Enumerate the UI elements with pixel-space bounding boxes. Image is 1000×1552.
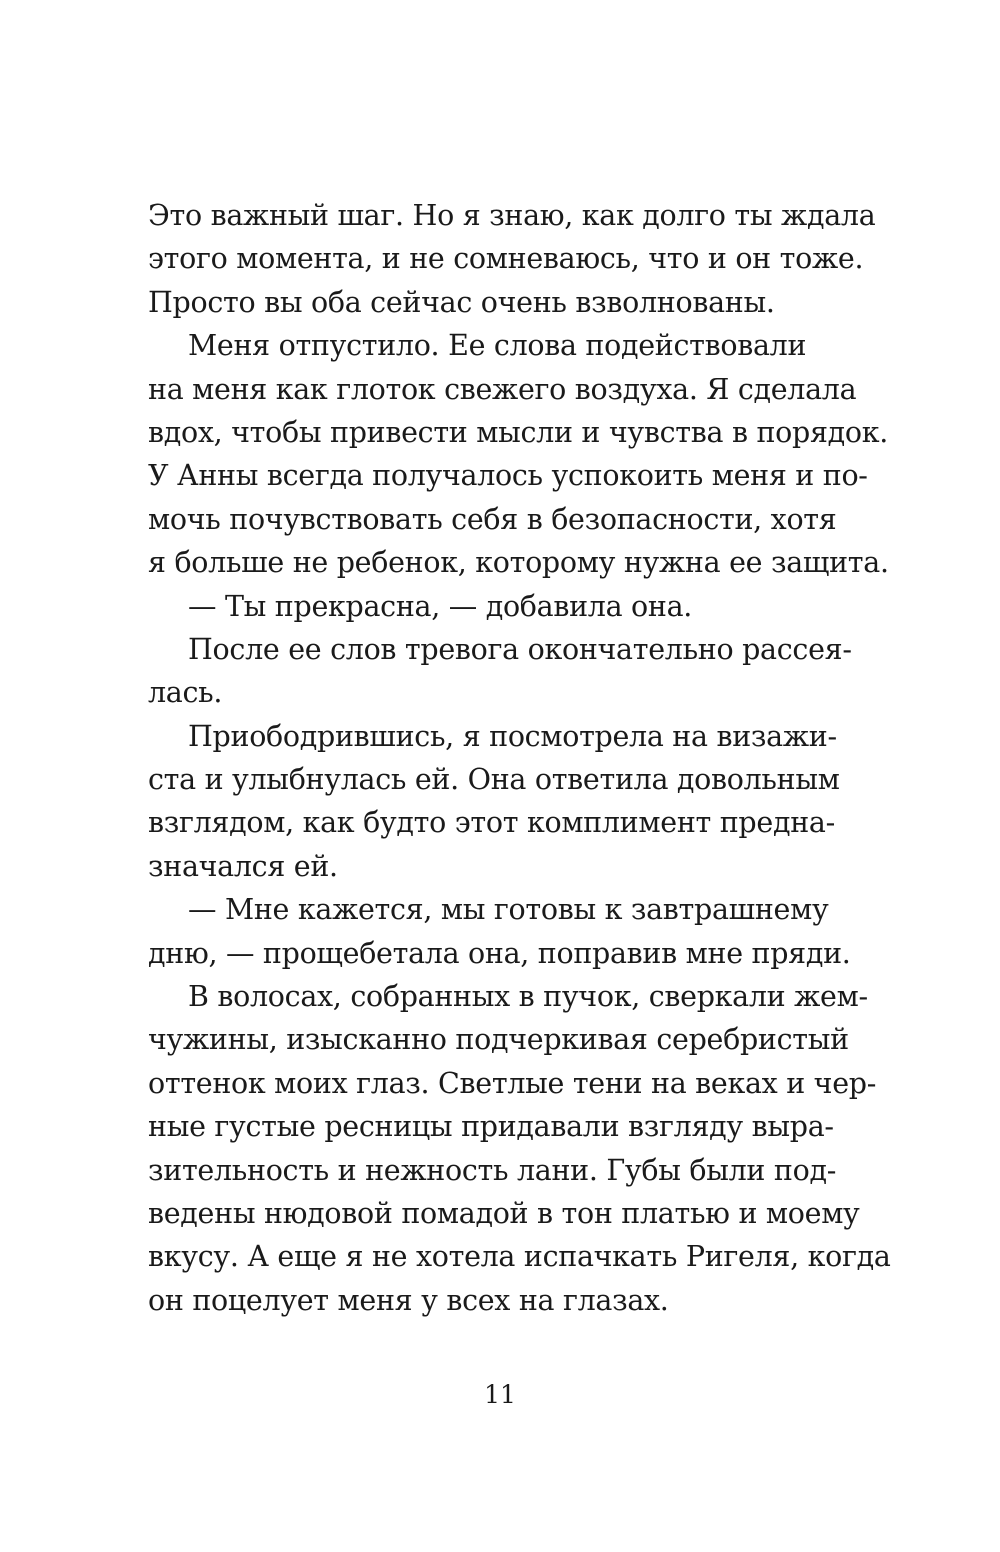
page-number: 11 (484, 1380, 516, 1409)
text-line: лась. (148, 676, 223, 710)
text-line: оттенок моих глаз. Светлые тени на веках и чер- (148, 1066, 877, 1100)
text-line: ведены нюдовой помадой в тон платью и моему (148, 1196, 860, 1230)
text-line: зительность и нежность лани. Губы были под- (148, 1153, 837, 1187)
text-line: дню, — прощебетала она, поправив мне пряди. (148, 936, 851, 970)
text-line: Это важный шаг. Но я знаю, как долго ты ждала (148, 199, 876, 232)
text-line: мочь почувствовать себя в безопасности, хотя (148, 502, 837, 536)
text-line: Меня отпустило. Ее слова подействовали (188, 329, 807, 363)
text-line: — Мне кажется, мы готовы к завтрашнему (188, 893, 829, 927)
text-line: ные густые ресницы придавали взгляду выра- (148, 1110, 834, 1144)
text-line: Приободрившись, я посмотрела на визажи- (188, 719, 837, 753)
text-line: я больше не ребенок, которому нужна ее защита. (148, 546, 889, 580)
body-text (148, 194, 891, 1322)
text-line: У Анны всегда получалось успокоить меня и по- (148, 459, 868, 493)
text-line: на меня как глоток свежего воздуха. Я сделала (148, 372, 857, 406)
text-line: вдох, чтобы привести мысли и чувства в порядок. (148, 415, 889, 449)
text-line: В волосах, собранных в пучок, сверкали жем- (188, 980, 868, 1014)
text-line: После ее слов тревога окончательно рассея- (188, 632, 852, 666)
text-line: взглядом, как будто этот комплимент предна- (148, 806, 835, 840)
text-line: вкусу. А еще я не хотела испачкать Ригеля, когда (148, 1240, 891, 1274)
text-line: этого момента, и не сомневаюсь, что и он тоже. (148, 242, 864, 276)
text-line: чужины, изысканно подчеркивая серебристый (148, 1023, 849, 1057)
text-line: он поцелует меня у всех на глазах. (148, 1283, 669, 1317)
text-line: ста и улыбнулась ей. Она ответила довольным (148, 763, 840, 797)
text-line: Просто вы оба сейчас очень взволнованы. (148, 285, 775, 319)
text-line: — Ты прекрасна, — добавила она. (188, 589, 693, 623)
text-line: значался ей. (148, 849, 338, 883)
